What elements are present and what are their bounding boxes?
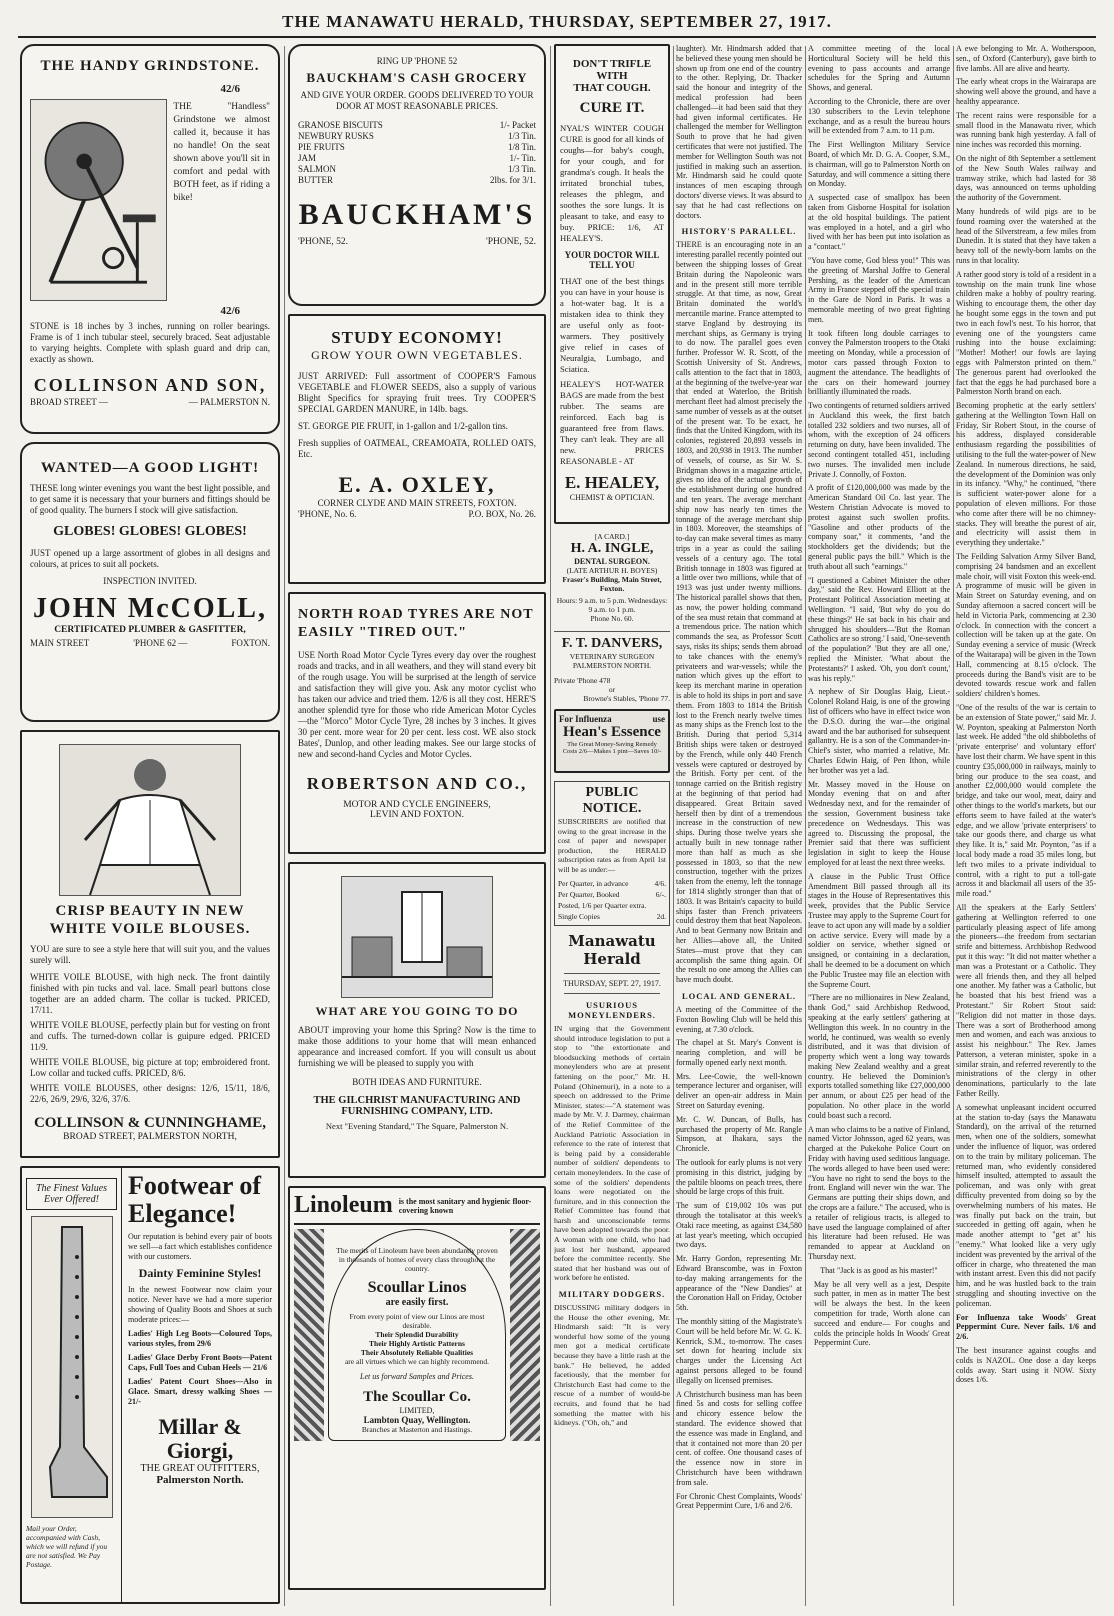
linoleum-point: Their Highly Artistic Patterns [369,1339,465,1348]
linoleum-address: Lambton Quay, Wellington. [363,1415,471,1425]
public-notice [554,781,670,926]
light-title: WANTED—A GOOD LIGHT! [40,460,260,476]
room-illustration [341,876,493,998]
footwear-firm: Millar & Giorgi, [158,1414,242,1463]
news-item: "I questioned a Cabinet Minister the other day," said the Rev. Howard Elliott at the Protestant Political Association meeting at Wellington. "I said, 'But why do you do these things?' He sat back in his chair and shrugged his shoulders—'But the Roman Catholics are so strong.' I said, 'One-seventh of the population?' 'But they are all one,' replied the Minister. 'What about the Protestants?' I asked. 'Oh, you don't count,' was his reply." [808,575,950,683]
rate-value: 2d. [656,912,666,921]
masthead [0,0,1114,44]
news-item: The First Wellington Military Service Board, of which Mr. D. G. A. Cooper, S.M., is chairman, will go to Palmerston North on Saturday, and will commence a sitting there on Monday. [808,140,950,189]
light-firm: JOHN McCOLL, [33,593,267,624]
paper-nameplate: Manawatu Herald [568,932,656,968]
price-value: 2lbs. for 3/1. [490,175,536,185]
moneylenders-body: IN urging that the Government should introduce legislation to put a stop to "the extortionate and bloodsucking methods of certain moneylenders who are at present fattening on the poor," Mr. H. Poland (Ohinemuri), in a note to a speech on addressed to the Prime Minister, states:—"A statement was made by Mr. V. J. Darmey, chairman of the Relief Committee of the Auckland Patriotic Association in reference to the rate of interest that is being paid by a considerable number of soldiers' dependents to certain moneylenders. In the case of some of the soldiers' dependents loans were negotiated on the furniture, and in this connection the Relief Committee has found that harsh and unconscionable terms have been adopted towards the poor. A woman with one child, who had just lost her husband, appeared before the committee recently. She stated that her husband was out of work before he enlisted. [554,1024,670,1283]
linoleum-title: Linoleum [294,1192,393,1218]
footwear-ad [20,1166,280,1604]
ingle-trade: DENTAL SURGEON. [574,557,650,566]
influenza-ad [554,709,670,773]
healey-trade: CHEMIST & OPTICIAN. [569,493,655,502]
local-item: For Chronic Chest Complaints, Woods' Great Peppermint Cure, 1/6 and 2/6. [676,1491,802,1511]
price-value: 1/- Tin. [509,153,536,163]
study-firm: E. A. OXLEY, [338,472,496,497]
column-divider [953,46,954,1606]
cough-line-1: DON'T TRIFLE [572,58,652,70]
study-box: P.O. BOX, No. 26. [468,509,536,519]
news-item: A ewe belonging to Mr. A. Wotherspoon, sen., of Oxford (Canterbury), gave birth to five lambs. All are alive and hearty. [956,44,1096,73]
price-item: NEWBURY RUSKS [298,131,374,141]
news-item: "There are no millionaires in New Zealand, thank God," said Archbishop Redwood, speaking at the early settlers' gathering at Wellington this week. In no country in the world, he continued, was wealth so evenly distributed, and it was that division of property which went a long way towards making New Zealand wealthy and a great country. He believed the Dominion's exports totalled something like £27,000,000 per annum, or about £25 per head of the population. No other place in the world could boast such a record. [808,993,950,1120]
news-item: A suspected case of smallpox has been taken from Gisborne Hospital for isolation at the old hospital buildings. The patient was employed in a hotel, and a girl who lived with her has been put into isolation as a "contact." [808,193,950,252]
cough-line-2: WITH [596,70,628,82]
price-value: 1/3 Tin. [507,131,536,141]
linoleum-brand: Scoullar Linos [367,1279,467,1296]
room-drawing [342,877,492,997]
ingle-address: Fraser's Building, Main Street, Foxton. [562,575,662,593]
study-address: CORNER CLYDE AND MAIN STREETS, FOXTON. [317,498,517,508]
masthead-rule [18,36,1096,38]
ingle-name: H. A. INGLE, [570,541,654,556]
voile-title: CRISP BEAUTY IN NEW WHITE VOILE BLOUSES. [49,903,251,937]
danvers-name: F. T. DANVERS, [561,636,663,651]
grocery-ring: RING UP 'PHONE 52 [376,56,458,66]
influenza-sub: The Great Money-Saving Remedy [567,741,657,748]
grindstone-title: THE HANDY GRINDSTONE. [40,58,260,74]
news-item: "You have come, God bless you!" This was the greeting of Marshal Joffre to General Pershing, as the leader of the American Army in France stepped off the special train in the Gare de Nord in Paris. It was a memorable meeting of two great fighting men. [808,255,950,324]
influenza-name: Hean's Essence [563,724,661,740]
footwear-badge: The Finest Values Ever Offered! [26,1178,117,1210]
linoleum-point: Their Absolutely Reliable Qualities [360,1348,474,1357]
grocery-phone-right: 'PHONE, 52. [485,237,536,247]
rate-label: Single Copies [558,912,600,921]
footwear-town: Palmerston North. [156,1474,244,1486]
grindstone-firm: COLLINSON AND SON, [33,375,267,395]
light-inspect: INSPECTION INVITED. [103,576,197,586]
grocery-name: BAUCKHAM'S [298,198,536,231]
gilchrist-firm: THE GILCHRIST MANUFACTURING AND FURNISHING COMPANY, LTD. [313,1095,521,1117]
column-divider [805,46,806,1606]
voile-item: WHITE VOILE BLOUSE, with high neck. The front daintily finished with pin tucks and val. lace. Small pearl buttons close together are an added charm. The collar is tucked. PRICED, 17/11. [30,972,270,1015]
news-item: A somewhat unpleasant incident occurred at the station to-day (says the Manawatu Standard), on the arrival of the returned men, when one of the soldiers, somewhat under the influence of liquor, was ordered on to the train by military policeman. The returned man, who evidently considered himself insulted, attempted to assault the policeman, and was only with great difficulty prevented from doing so by the overwhelming numbers of his mates. He was finally put back on the train, but succeeded in getting off again, when he made another attempt to "get at" his "enemy." What looked like a very ugly incident was prevented by the arrival of the officer in charge, who threatened the man with instant arrest. Even this did not pacify him, and he was hustled back to the train struggling and shouting invective on the policeman. [956,1102,1096,1308]
voile-item: WHITE VOILE BLOUSE, perfectly plain but for vesting on front and cuffs. The turned-down collar is guipure edged. PRICED 11/9. [30,1020,270,1052]
footwear-firm-2: THE GREAT OUTFITTERS, [140,1463,260,1474]
tyres-address: LEVIN AND FOXTON. [369,810,465,820]
grocery-subtitle: AND GIVE YOUR ORDER. GOODS DELIVERED TO YOUR DOOR AT MOST REASONABLE PRICES. [300,90,534,111]
divider [564,973,660,974]
column-4 [676,44,802,1610]
voile-blouses-ad [20,730,280,1158]
news-item: It took fifteen long double carriages to convey the Palmerston troopers to the Otaki meeting on Monday, while a procession of motor cars passed through Foxton to augment the attendance. The headlights of the cars on their homeward journey brilliantly illuminated the roads. [808,328,950,397]
column-divider [284,46,285,1606]
verse: May be all very well as a jest, Despite such patter, in men as in matter The best will be always the best. In the keen competition for trade, Worth alone can succeed and endure— For coughs and colds the principle holds In Woods' Great Peppermint Cure. [814,1279,950,1348]
masthead-title: THE MANAWATU HERALD, THURSDAY, SEPTEMBER 27, 1917. [282,12,832,31]
healey-firm: E. HEALEY, [564,473,660,492]
tyres-trade: MOTOR AND CYCLE ENGINEERS, [343,800,491,810]
price-item: SALMON [298,164,337,174]
ingle-phone: Phone No. 60. [590,614,634,623]
news-item: A profit of £120,000,000 was made by the American Standard Oil Co. last year. The Western Christian Advocate is moved to protest against such swollen profits. "Gasoline and other products of the company soar," it comments, "and the stockholders get the dividends; but the general public pays the bill." Which is the truth about all such "earnings." [808,483,950,571]
cough-ad [554,44,670,524]
gilchrist-tagline: BOTH IDEAS AND FURNITURE. [352,1077,482,1087]
grocery-phone-left: 'PHONE, 52. [298,237,349,247]
price-value: 1/3 Tin. [507,164,536,174]
price-item: PIE FRUITS [298,142,345,152]
moneylenders-heading: USURIOUS MONEYLENDERS. [568,1000,656,1020]
local-item: The chapel at St. Mary's Convent is nearing completion, and will be formally opened early next month. [676,1038,802,1067]
news-item: The early wheat crops in the Wairarapa are showing well above the ground, and have a healthy appearance. [956,77,1096,106]
linoleum-ask: Let us forward Samples and Prices. [360,1372,474,1381]
column-3 [554,44,670,1610]
doctor-heading: YOUR DOCTOR WILL TELL YOU [564,250,660,270]
voile-intro: YOU are sure to see a style here that will suit you, and the values surely will. [30,944,270,965]
linoleum-firm: The Scoullar Co. [363,1389,471,1405]
news-item: A nephew of Sir Douglas Haig, Lieut.-Colonel Roland Haig, is one of the growing list of officers who have in effect twice won the D.S.O. during the war—the original award and the bar authorised for subsequent gallantry. He is a son of the Commander-in-Chief's sister, who married a relative, Mr. Charles Edwin Haig, of Pen Ithon, while her brother was yet a lad. [808,687,950,775]
news-item: "One of the results of the war is certain to be an extension of State power," said Mr. J. W. Poynton, speaking at Palmerston North last week. He added "the old shibboleths of 'private enterprise' and voluntary effort' have lost their charm. We have spent in this country £35,000,000 in railways, mainly to bring our produce to the sea coast, and another £2,000,000 would complete the bridge, and take our wool, meat, dairy and other things to the world's markets, but our efforts seem to have failed at the water's edge, and we allow 'private enterprisers' to take our goods there, and charge us what they like. It is," said Mr. Poynton, "as if a local body made a road 35 miles long, but left two miles to a private individual to control, with a right to put a toll-gate across it and blackmail all users of the 35-mile road." [956,703,1096,899]
grindstone-blurb: THE "Handless" Grindstone we almost called it, because it has no handle! On the seat shown above you'll sit in comfort and pedal with BOTH feet, as if riding a bike! [173,102,270,203]
footwear-intro: Our reputation is behind every pair of boots we sell—a fact which establishes confidence with our customers. [128,1232,272,1261]
cough-line-3: THAT COUGH. [573,82,651,94]
parallel-heading: HISTORY'S PARALLEL. [681,226,797,237]
local-item: A Christchurch business man has been fined 5s and costs for selling coffee and chicory essence below the standard. The evidence showed that the essence was made in England, and that it contained not more than 20 per cent. of coffee. One thousand cases of the essence now in store in Christchurch have been withdrawn from sale. [676,1389,802,1487]
study-body-2: ST. GEORGE PIE FRUIT, in 1-gallon and 1/2-gallon tins. [298,421,508,431]
blouse-drawing [60,745,240,895]
boot-drawing [32,1217,112,1517]
dodgers-heading: MILITARY DODGERS. [558,1289,666,1300]
paper-date: THURSDAY, SEPT. 27, 1917. [563,979,661,988]
footwear-body: In the newest Footwear now claim your notice. Never have we had a more superior showing of Quality Boots and Shoes at such moderate prices:— [128,1285,272,1324]
blouse-illustration [59,744,241,896]
price-item: BUTTER [298,175,333,185]
study-title: STUDY ECONOMY! [331,328,503,347]
local-item: A meeting of the Committee of the Foxton Bowling Club will be held this evening, at 7.30 o'clock. [676,1004,802,1034]
grindstone-address-right: — PALMERSTON N. [188,397,270,407]
linoleum-limited: LIMITED, [399,1406,435,1415]
price-value: 1/- Packet [499,120,536,130]
study-phone: 'PHONE, No. 6. [298,509,357,519]
voile-item: WHITE VOILE BLOUSE, big picture at top; embroidered front. Low collar and tucked cuffs. PRICED, 8/6. [30,1057,270,1078]
price-value: 1/8 Tin. [507,142,536,152]
news-item: The Feilding Salvation Army Silver Band, comprising 24 bandsmen and an excellent male choir, will visit Foxton this week-end. A programme of music will be given in Main Street on Saturday evening, and on Sunday afternoon a sacred concert will be held in Victoria Park, commencing at 2.30 o'clock. In connection with the concert a collection will be taken up at the gate. On Sunday evening a service of music (Wreck of the Waitarapa) will be given in the Town Hall, commencing at 8.15 o'clock. The proceeds during the Band's visit are to be devoted towards rescue work and fallen soldiers' children's homes. [956,552,1096,699]
price-item: JAM [298,153,317,163]
local-item: Mrs. Lee-Cowie, the well-known temperance lecturer and organiser, will deliver an open-air address in Main Street on Saturday evening. [676,1071,802,1111]
news-item: A rather good story is told of a resident in a township on the main trunk line whose children make a hobby of poultry rearing. Wishing to encourage them, the other day he bought some eggs in the town and put two in each fowl's nest. To his horror, that evening one of the youngsters came rushing into the house exclaiming: "Mother! Mother! our fowls are laying eggs with Palmerston printed on them." The generous parent had overlooked the fact that the eggs he had purchased bore a Palmerston North brand on each. [956,269,1096,397]
pattern-border-right [510,1229,540,1441]
footwear-line: Ladies' Patent Court Shoes—Also in Glace. Smart, dressy walking Shoes — 21/- [128,1377,272,1406]
danvers-phone-2: Browne's Stables, 'Phone 77. [583,694,670,703]
linoleum-tag: is the most sanitary and hygienic floor-covering known [398,1196,532,1215]
boot-illustration [31,1216,113,1518]
column-5 [808,44,950,1610]
study-economy-ad [288,314,546,584]
rate-label: Per Quarter, Booked [558,890,620,899]
grocery-title: BAUCKHAM'S CASH GROCERY [306,70,528,85]
gilchrist-title: WHAT ARE YOU GOING TO DO [315,1004,519,1018]
grocery-price-list [298,120,536,186]
voile-item: WHITE VOILE BLOUSES, other designs: 12/6, 15/11, 18/6, 22/6, 26/9, 29/6, 32/6, 37/6. [30,1083,270,1104]
grindstone-price-2: 42/6 [220,305,240,317]
cough-body: NYAL'S WINTER COUGH CURE is good for all kinds of coughs—for baby's cough, for your cough, and for grandma's cough. It heals the irritated bronchial tubes, releases the phlegm, and soothes the sore lungs. It is pleasant to take, and easy to buy. PRICE: 1/6, AT HEALEY'S. [560,123,664,243]
danvers-or: or [608,685,616,694]
local-item: The outlook for early plums is not very promising in this district, judging by the paltile blooms on peach trees, there should be large crops of this fruit. [676,1158,802,1197]
grindstone-price: 42/6 [220,83,240,95]
tyres-ad [288,592,546,854]
study-body-3: Fresh supplies of OATMEAL, CREAMOATA, ROLLED OATS, Etc. [298,438,536,459]
voile-address: BROAD STREET, PALMERSTON NORTH, [63,1132,237,1142]
study-subtitle: GROW YOUR OWN VEGETABLES. [311,348,523,362]
column-2 [288,44,546,1610]
grindstone-illustration [30,99,167,301]
grindstone-address-left: BROAD STREET — [30,397,108,407]
danvers-phone-1: Private 'Phone 478 [554,676,611,685]
doctor-body: THAT one of the best things you can have in your house is a hot-water bag. It is a mistaken idea to think they are useful only as foot-warmers. They positively give relief in cases of Neuralgia, Lumbago, and Sciatica. [560,276,664,374]
light-body-2: JUST opened up a large assortment of globes in all designs and colours, at prices to suit all pockets. [30,548,270,569]
parallel-body: THERE is an encouraging note in an interesting parallel recently pointed out between the shipping losses of Great Britain during the Napoleonic wars and in the present still more terrible struggle. At that time, as now, Great Britain dominated the world's mercantile marine. France attempted to starve England by destroying its merchant ships, as Germany is trying to do now. The parallel goes even further. Professor W. R. Scott, of the Scottish University of St. Andrews, calls attention to the fact that in 1803, at the beginning of the twelve-year war that ended at Waterloo, the British merchant fleet had almost precisely the same number of vessels as at the outset of the present war. To be exact, he finds that the United Kingdom, with its colonies, registered 20,893 vessels in 1803, and 20,938 in 1913. The number of vessels, of course, as Sir W. S. Bridgman shows in a magazine article, gives no idea of the actual growth of the establishment during one hundred and ten years. The average merchant ship now has nearly ten times the tonnage of the average merchant ship in 1803. Moreover, the steamships of to-day can make several times as many trips in a year as could the sailing vessels of a century ago. The total British tonnage in 1803 was figured at a little over two millions, while that of 1913 was just under twenty millions. The historical parallel shows that then, as now, the power holding command of the sea must retain that command at a tremendous price. The nation which commands the sea, as Professor Scott says, risks its ships; sends them abroad to take chances with the enemy's privateers and war-vessels; while the nation which gives up the effort to keep its merchant marine in operation is able to hold its ships in port and save them. From 1803 to 1814 the British lost to the French nearly twelve times as many ships as the French lost to the British. During that period 5,314 British ships were taken or destroyed by the French, while only 440 French vessels were captured or destroyed by the British. Forty per cent. of the tonnage carried on the British registry at the beginning of that period had disappeared. Great Britain saved herself then by dint of a tremendous increase in the construction of new ships. During those twelve years she actually built in new tonnage rather more than half as much as she possessed in 1803, so that the new construction, together with the prizes taken from the enemy, left the tonnage for 1814 slightly stronger than that of 1803. It was Britain's capacity to build ships faster than French privateers could destroy them that beat Napoleon. And to beat Germany now Britain and her Allies—above all, the United States—must prove that they can accomplish the same thing again. Of the result no one among the Allies can have much doubt. [676,240,802,985]
grocery-ad [288,44,546,306]
news-item: A man who claims to be a native of Finland, named Victor Johnsson, aged 62 years, was charged at the Pukekohe Police Court on Friday with having used seditious language. The words alleged to have been used were: "You have no right to send the boys to the front. England will never win the war. The Germans are putting their ships down, and the crops are a failure." The accused, who is a retailer of religious tracts, is alleged to have used the language complained of after his literature had been refused. He was remanded to appear at Auckland on Thursday next. [808,1124,950,1262]
local-item: The sum of £19,002 10s was put through the totalisator at this week's Otaki race meeting, as against £34,580 at last year's meeting, which occupied two days. [676,1201,802,1250]
news-item: Mr. Massey moved in the House on Monday evening that on and after Wednesday next, and for the remainder of the session, Government business take precedence on Wednesdays. This was agreed to. Discussing the proposal, the Premier said that there was sufficient legislation in sight to keep the House employed for at least the next three weeks. [808,779,950,867]
news-item: On the night of 8th September a settlement of the New South Wales railway and tramway strike, which had lasted for 38 days, was announced on terms upholding the authority of the Government. [956,153,1096,203]
linoleum-branches: Branches at Masterton and Hastings. [361,1425,473,1434]
voile-firm: COLLINSON & CUNNINGHAME, [33,1115,267,1131]
footwear-footnote: Mail your Order, accompanied with Cash, which we will refund if you are not satisfied. We Pay Postage. [26,1524,108,1569]
news-item: The recent rains were responsible for a small flood in the Manawatu river, which was running bank high yesterday. A fall of nine inches was recorded this morning. [956,110,1096,150]
light-address-right: FOXTON. [231,638,270,648]
news-item: Many hundreds of wild pigs are to be found roaming over the watershed at the head of the Silverstream, a few miles from Dunedin. It is stated that they have taken a heavy toll of the newly-born lambs on the runs in that locality. [956,206,1096,265]
gilchrist-address: Next "Evening Standard," The Square, Palmerston N. [325,1121,509,1131]
linoleum-point: are all virtues which we can highly recommend. [344,1357,490,1366]
dodgers-body: DISCUSSING military dodgers in the House the other evening, Mr. Hindmarsh said: "It is very wonderful how some of the young men got a medical certificate because they have a little rash at the bank." He believed, he added facetiously, that the member for Christchurch East had come to the rescue of a number of would-be recruits, and found that he had something the matter with his kidneys. ("Oh, oh," and [554,1303,670,1428]
local-heading: LOCAL AND GENERAL. [681,990,797,1001]
local-item: Mr. Harry Gordon, representing Mr. Edward Branscombe, was in Foxton to-day making arrangements for the appearance of the "New Dandies" at the Coronation Hall on Friday, October 5th. [676,1254,802,1313]
danvers-card [554,631,670,703]
danvers-town: PALMERSTON NORTH. [572,661,652,670]
grindstone-ad [20,44,280,434]
price-item: GRANOSE BISCUITS [298,120,383,130]
footwear-line: Ladies' Glace Derby Front Boots—Patent Caps, Full Toes and Cuban Heels — 21/6 [128,1353,272,1372]
influenza-pre: For Influenza [559,714,612,724]
dodgers-continued: laughter). Mr. Hindmarsh added that he believed these young men should be shown up from one end of the country to the other. Replying, Dr. Thacker said the honour and integrity of the medical profession had been challenged—it had been said that they had given informal certificates. He challenged the member for Wellington South to prove that he had given certificates that were not justified. The member for Wellington South was not justified in making such an assertion. Mr. Hindmarsh said he could quote instances of men escaping through doctors' diverse views. It was absurd to say that he had cast reflections on doctors. [676,44,802,220]
news-item: For Influenza take Woods' Great Peppermint Cure. Never fails. 1/6 and 2/6. [956,1312,1096,1342]
notice-title: PUBLIC NOTICE. [582,785,642,816]
linoleum-easy: are easily first. [385,1297,449,1308]
rate-value: 6/-. [655,890,666,899]
grindstone-description: STONE is 18 inches by 3 inches, running on roller bearings. Frame is of 1 inch tubular steel, securely braced. Seat adjustable to varying heights. Complete with splash guard and drip can, exactly as shown. [30,321,270,364]
ingle-card-label: [A CARD.] [594,532,630,541]
linoleum-intro: The merits of Linoleum have been abundantly proven in thousands of homes of every class throughout the country. [336,1246,498,1273]
news-item: According to the Chronicle, there are over 130 subscribers to the Levin telephone exchange, and as a result the bureau hours will be extended from 7 a.m. to 11 p.m. [808,96,950,136]
tyres-body: USE North Road Motor Cycle Tyres every day over the roughest roads and tracks, and in all weathers, and they will stand every bit of the rough usage. You will be surprised at the length of service and satisfaction they will give you. Ask any motor cyclist who has taken our advice and tried them. 12/6 is all they cost. HERE'S another splendid tyre for those who ride American Motor Cycles—the "Morco" Motor Cycle Tyre, 28 inches by 3 inches. It gives 30 per cent. more wear for 20 per cent. less cost. WE also stock Bates', Dunlop, and other leading makes. See our large stocks of new and second-hand Cycles and Motor Cycles. [298,650,536,759]
column-divider [550,46,551,1606]
rate-value: 4/6. [654,879,666,888]
good-light-ad [20,442,280,722]
influenza-use: use [652,714,665,724]
divider [564,993,660,994]
news-item: The best insurance against coughs and colds is NAZOL. One dose a day keeps colds away. Start using it NOW. Sixty doses 1/6. [956,1346,1096,1385]
pattern-border-left [294,1229,324,1441]
news-item: All the speakers at the Early Settlers' gathering at Wellington referred to one particularly pleasing aspect of life among the pioneers—the freedom from sectarian strife and bitterness. Archbishop Redwood put it this way: "It did not matter whether a man was a Protestant or a Catholic. They were all friends then, and they all helped one another. My father was a Catholic, but he boasted that his best friend was a Protestant." Sir Robert Stout said: "Religion did not matter in those days. There was a sort of Brotherhood among men and women, and each was anxious to assist his neighbour." The Rev. James Patterson, a veteran minister, spoke in a similar strain, and referred reverently to the ministrations of the clergy in other denominations, particularly to the late Father Reilly. [956,902,1096,1099]
ingle-late: (LATE ARTHUR H. BOYES) [566,566,658,575]
light-address-mid: 'PHONE 62 — [133,638,188,648]
rate-label: Per Quarter, in advance [558,879,629,888]
influenza-cost: Costs 2/6—Makes 1 pint—Saves 10/- [562,748,662,755]
column-6 [956,44,1096,1610]
ingle-hours: Hours: 9 a.m. to 5 p.m. Wednesdays: 9 a.m. to 1 p.m. [556,596,668,614]
footwear-subtitle: Dainty Feminine Styles! [138,1266,262,1280]
news-item: Two contingents of returned soldiers arrived in Auckland this week, the first batch totalled 232 soldiers and two nurses, all of whom, with the exception of 24 officers returning on duty, have been invalided. The second contingent totalled 451, including two nurses. The invalided men include Private J. Connolly, of Foxton. [808,401,950,479]
local-item: The monthly sitting of the Magistrate's Court will be held before Mr. W. G. K. Kenrick, S.M., to-morrow. The cases set down for hearing include six charges under the Licensing Act against persons alleged to be found illegally on licensed premises. [676,1317,802,1385]
danvers-trade: VETERINARY SURGEON [569,652,655,661]
verse-line: That "Jack is as good as his master!" [820,1265,938,1275]
notice-body: SUBSCRIBERS are notified that owing to the great increase in the cost of paper and newspaper production, the HERALD subscription rates as from April 1st will be as under:— [558,817,666,874]
grindstone-drawing [31,100,166,300]
linoleum-ad [288,1186,546,1590]
column-divider [673,46,674,1606]
tyres-firm: ROBERTSON AND CO., [306,774,528,793]
linoleum-point: From every point of view our Linos are most desirable. [349,1312,485,1330]
light-address-left: MAIN STREET [30,638,90,648]
tyres-title: NORTH ROAD TYRES ARE NOT EASILY "TIRED OUT." [298,607,534,640]
news-item: Becoming prophetic at the early settlers' gathering at the Wellington Town Hall on Friday, Sir Robert Stout, in the course of his address, displayed considerable enthusiasm regarding the possibilities of utilising to the full the water-power of New Zealand. In numerous directions, he said, the development of the Dominion was only in its infancy. "Why," he continued, "there is sufficient water-power alone for a population of eleven millions. For those who come after there will be no chimney-stacks. They will breathe the purest of air, and electricity will assist them in everything they undertake." [956,401,1096,548]
footwear-title: Footwear of Elegance! [128,1171,262,1228]
light-body-1: THESE long winter evenings you want the best light possible, and to get same it is necessary that your burners and fittings should be of good quality. The burners I stock will give satisfaction. [30,483,270,515]
column-1 [20,44,280,1610]
light-globes: GLOBES! GLOBES! GLOBES! [53,524,247,539]
footwear-line: Ladies' High Leg Boots—Coloured Tops, various styles, from 29/6 [128,1329,272,1348]
local-item: Mr. C. W. Duncan, of Bulls, has purchased the property of Mr. Rangle Simpson, at Ihakara, says the Chronicle. [676,1114,802,1154]
ingle-card [554,532,670,623]
light-trade: CERTIFICATED PLUMBER & GASFITTER, [54,625,246,635]
rate-label: Posted, 1/6 per Quarter extra. [558,901,647,910]
gilchrist-body: ABOUT improving your home this Spring? Now is the time to make those additions to your home that will mean enhanced appearance and increased comfort. If you will consult us about furnishing we will be pleased to supply you with [298,1025,536,1068]
news-item: A clause in the Public Trust Office Amendment Bill passed through all its stages in the House of Representatives this week, provides that the Public Service Trustee may apply to the Supreme Court for leave to act upon any will made by a soldier on active service. Every will made by a soldier on service, whether signed or unsigned, or containing in a declaration, shall be deemed to be a document on which the Public Trustee may file an election with the Supreme Court. [808,871,950,989]
cough-line-4: CURE IT. [579,100,645,116]
gilchrist-ad [288,862,546,1178]
linoleum-point: Their Splendid Durability [375,1330,459,1339]
study-body-1: JUST ARRIVED: Full assortment of COOPER'S Famous VEGETABLE and FLOWER SEEDS, also a supply of various Blight Specifics for spraying fruit trees. Try COOPER'S SPECIAL GARDEN MANURE, in 14lb. bags. [298,371,536,414]
news-item: A committee meeting of the local Horticultural Society will be held this evening to pass accounts and arrange schedules for the Spring and Autumn Shows, and general. [808,44,950,93]
hot-water-body: HEALEY'S HOT-WATER BAGS are made from the best rubber. The seams are reinforced. Each bag is guaranteed free from flaws. They can't leak. They are all new. PRICES REASONABLE - AT [560,379,664,466]
